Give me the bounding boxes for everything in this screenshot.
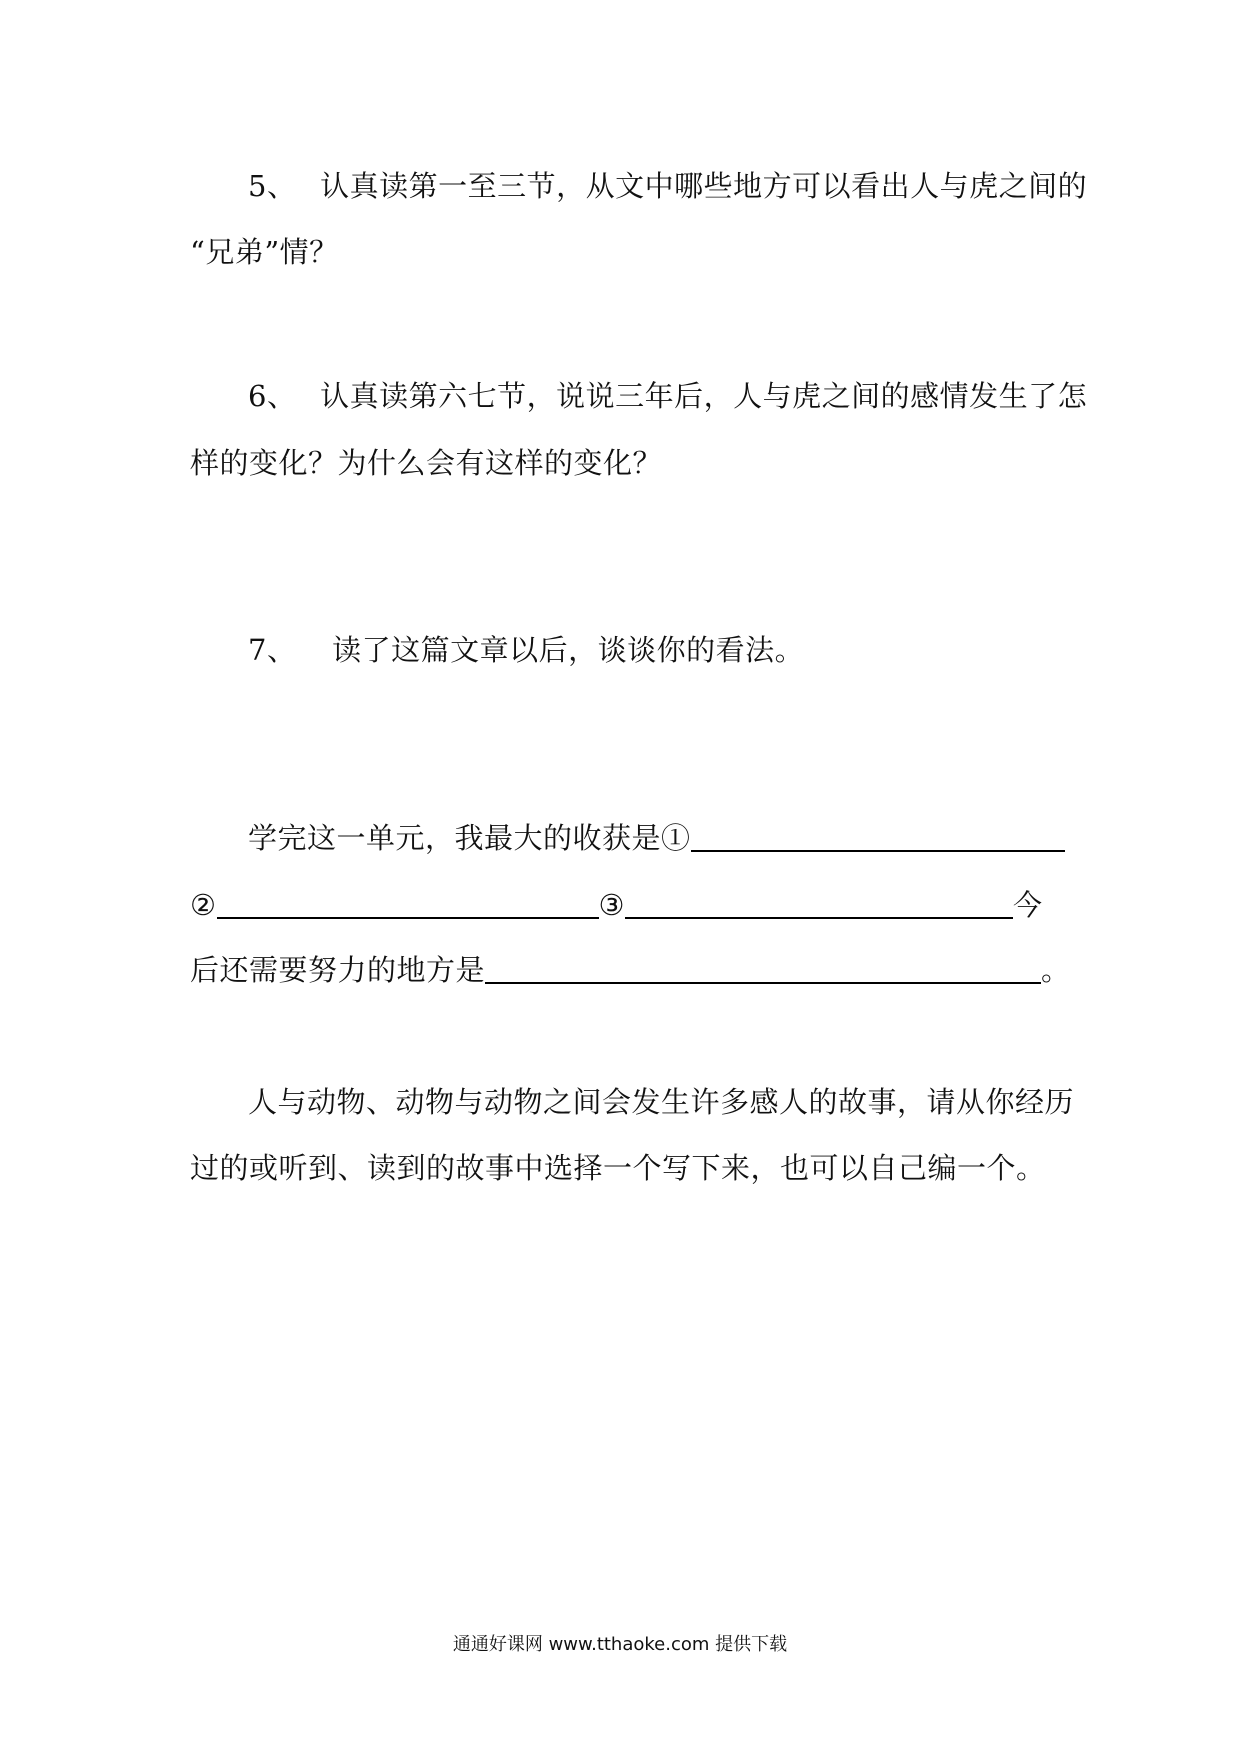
- question-6-text-1: 认真读第六七节，说说三年后，人与虎之间的感情发生了怎: [320, 379, 1088, 413]
- harvest-blank-2[interactable]: [217, 887, 599, 919]
- writing-prompt-line-1: 人与动物、动物与动物之间会发生许多感人的故事，请从你经历: [248, 1085, 1075, 1119]
- question-6-line-2: 样的变化？为什么会有这样的变化？: [190, 446, 663, 480]
- harvest-tail-start: 今: [1013, 888, 1043, 922]
- question-5-line-2: “兄弟”情？: [190, 235, 339, 269]
- question-7-line-1: [248, 630, 1060, 670]
- harvest-line-3-text: 后还需要努力的地方是: [190, 953, 486, 987]
- question-6-number: 6、: [248, 379, 297, 413]
- harvest-blank-4[interactable]: [485, 952, 1041, 984]
- question-7-number: 7、: [248, 633, 297, 667]
- writing-prompt-line-2: 过的或听到、读到的故事中选择一个写下来，也可以自己编一个。: [190, 1151, 1046, 1185]
- question-6-line-1: [248, 376, 1088, 416]
- harvest-blank-3[interactable]: [625, 887, 1013, 919]
- question-7-text-1: 读了这篇文章以后，谈谈你的看法。: [332, 633, 805, 667]
- harvest-marker-3: ③: [598, 888, 625, 922]
- harvest-line-1: [248, 818, 1060, 858]
- page-footer: 通通好课网 www.tthaoke.com 提供下载: [452, 1634, 788, 1655]
- harvest-intro: 学完这一单元，我最大的收获是①: [248, 821, 691, 855]
- question-5-line-1: [248, 166, 1088, 206]
- harvest-line-2: [190, 885, 1060, 925]
- question-5-number: 5、: [248, 169, 297, 203]
- harvest-blank-1[interactable]: [691, 820, 1065, 852]
- harvest-line-3: [190, 950, 1071, 990]
- question-5-text-1: 认真读第一至三节，从文中哪些地方可以看出人与虎之间的: [320, 169, 1088, 203]
- harvest-marker-2: ②: [190, 888, 217, 922]
- harvest-period: 。: [1041, 953, 1071, 987]
